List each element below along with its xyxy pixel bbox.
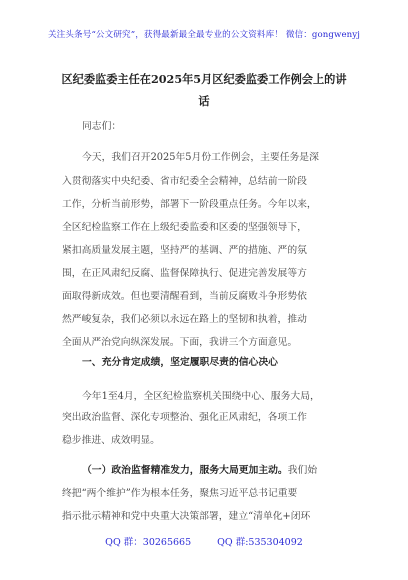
footer-qq-group-2: QQ 群:535304092 (217, 537, 303, 548)
salutation: 同志们： (82, 121, 122, 132)
intro-line: 面取得新成效。但也要清醒看到，当前反腐败斗争形势依 (62, 291, 307, 302)
subsection1-line: 指示批示精神和党中央重大决策部署，建立“清单化+闭环 (62, 511, 311, 522)
document-title-line1: 区纪委监委主任在2025年5月区纪委监委工作例会上的讲 (61, 72, 347, 86)
document-title-line2: 话 (198, 94, 210, 108)
intro-line: 工作，分析当前形势，部署下一阶段重点任务。今年以来， (62, 199, 317, 210)
section1-line: 今年1至4月，全区纪检监察机关围绕中心、服务大局， (82, 391, 320, 402)
intro-line: 紧扣高质量发展主题，坚持严的基调、严的措施、严的氛 (62, 245, 307, 256)
intro-line: 然严峻复杂，我们必须以永远在路上的坚韧和执着，推动 (62, 314, 307, 325)
section1-heading: 一、充分肯定成绩，坚定履职尽责的信心决心 (82, 357, 278, 368)
subsection1-heading-tail: 我们始 (287, 465, 318, 476)
section1-line: 突出政治监督、深化专项整治、强化正风肃纪，各项工作 (62, 412, 307, 423)
subsection1-first-line (82, 464, 317, 478)
intro-line: 今天，我们召开2025年5月份工作例会，主要任务是深 (82, 152, 319, 163)
intro-line: 入贯彻落实中央纪委、省市纪委全会精神，总结前一阶段 (62, 176, 307, 187)
footer-qq-group-1: QQ 群：30265665 (105, 537, 192, 548)
subsection1-line: 终把“两个维护”作为根本任务，聚焦习近平总书记重要 (62, 488, 298, 499)
section1-line: 稳步推进、成效明显。 (62, 435, 160, 446)
footer-contact (0, 534, 408, 548)
intro-line: 全区纪检监察工作在上级纪委监委和区委的坚强领导下， (62, 222, 307, 233)
header-banner: 关注头条号“公文研究”，获得最新最全最专业的公文资料库！ 微信：gongwenyj (47, 30, 361, 40)
intro-line: 全面从严治党向纵深发展。下面，我讲三个方面意见。 (62, 337, 298, 348)
subsection1-heading: （一）政治监督精准发力，服务大局更加主动。 (82, 465, 288, 476)
intro-line: 围，在正风肃纪反腐、监督保障执行、促进完善发展等方 (62, 268, 307, 279)
